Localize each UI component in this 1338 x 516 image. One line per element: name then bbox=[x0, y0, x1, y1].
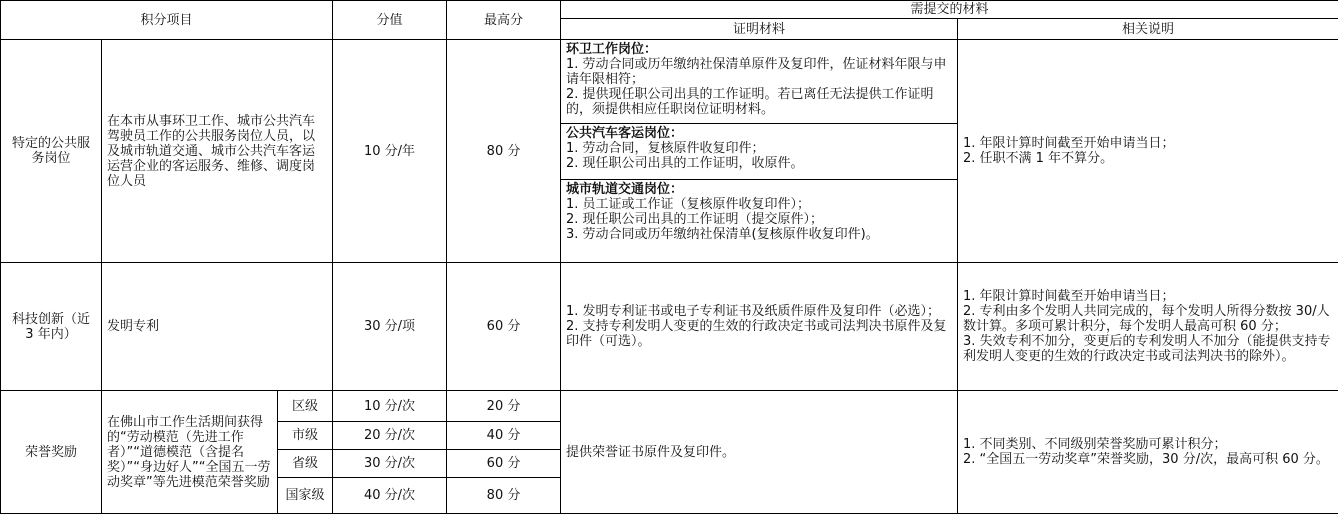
header-max: 最高分 bbox=[447, 1, 561, 40]
material-line: 2. 支持专利发明人变更的生效的行政决定书或司法判决书原件及复印件（可选）。 bbox=[566, 319, 947, 349]
header-notes: 相关说明 bbox=[958, 19, 1338, 40]
row1-materials bbox=[561, 40, 958, 263]
note-line: 1. 年限计算时间截至开始申请当日； bbox=[963, 136, 1175, 151]
material-line: 1. 劳动合同，复核原件收复印件； bbox=[566, 141, 765, 156]
material-line: 1. 发明专利证书或电子专利证书及纸质件原件及复印件（必选）； bbox=[566, 304, 941, 319]
honor-score: 20 分/次 bbox=[333, 422, 447, 450]
material-block-title: 城市轨道交通岗位： bbox=[566, 182, 684, 197]
header-score: 分值 bbox=[333, 1, 447, 40]
material-block-title: 环卫工作岗位： bbox=[566, 42, 658, 57]
honor-level: 区级 bbox=[278, 391, 333, 422]
row1-max: 80 分 bbox=[447, 40, 561, 263]
honor-score: 40 分/次 bbox=[333, 478, 447, 514]
row2-max: 60 分 bbox=[447, 263, 561, 391]
header-proof: 证明材料 bbox=[561, 19, 958, 40]
table-row bbox=[1, 391, 1338, 422]
honor-level: 省级 bbox=[278, 450, 333, 478]
row1-notes bbox=[958, 40, 1338, 263]
row3-materials: 提供荣誉证书原件及复印件。 bbox=[561, 391, 958, 514]
material-line: 2. 提供现任职公司出具的工作证明。若已离任无法提供工作证明的，须提供相应任职岗位证明材料。 bbox=[566, 87, 934, 117]
note-line: 2. 任职不满 1 年不算分。 bbox=[963, 151, 1114, 166]
row3-category: 荣誉奖励 bbox=[1, 391, 102, 514]
honor-score: 30 分/次 bbox=[333, 450, 447, 478]
honor-level: 国家级 bbox=[278, 478, 333, 514]
note-line: 1. 年限计算时间截至开始申请当日； bbox=[963, 289, 1175, 304]
material-block bbox=[561, 123, 957, 179]
row1-category: 特定的公共服务岗位 bbox=[1, 40, 102, 263]
note-line: 2. 专利由多个发明人共同完成的，每个发明人所得分数按 30/人数计算。多项可累计积分，每个发明人最高可积 60 分； bbox=[963, 304, 1330, 334]
honor-score: 10 分/次 bbox=[333, 391, 447, 422]
row2-notes bbox=[958, 263, 1338, 391]
honor-max: 20 分 bbox=[447, 391, 561, 422]
table-row bbox=[1, 40, 1338, 263]
honor-max: 40 分 bbox=[447, 422, 561, 450]
material-block-title: 公共汽车客运岗位： bbox=[566, 126, 684, 141]
material-block bbox=[561, 40, 957, 123]
honor-level: 市级 bbox=[278, 422, 333, 450]
material-line: 2. 现任职公司出具的工作证明（提交原件）； bbox=[566, 212, 824, 227]
header-item: 积分项目 bbox=[1, 1, 333, 40]
table-row bbox=[1, 263, 1338, 391]
material-line: 1. 员工证或工作证（复核原件收复印件）； bbox=[566, 197, 811, 212]
row2-materials bbox=[561, 263, 958, 391]
note-line: 2. “全国五一劳动奖章”荣誉奖励，30 分/次，最高可积 60 分。 bbox=[963, 452, 1329, 467]
row2-score: 30 分/项 bbox=[333, 263, 447, 391]
material-block bbox=[561, 179, 957, 262]
row2-category: 科技创新（近 3 年内） bbox=[1, 263, 102, 391]
header-required-materials: 需提交的材料 bbox=[561, 1, 1338, 19]
honor-max: 60 分 bbox=[447, 450, 561, 478]
honor-max: 80 分 bbox=[447, 478, 561, 514]
material-line: 2. 现任职公司出具的工作证明，收原件。 bbox=[566, 156, 804, 171]
note-line: 3. 失效专利不加分，变更后的专利发明人不加分（能提供支持专利发明人变更的生效的行政决定书或司法判决书的除外）。 bbox=[963, 334, 1331, 364]
row2-description: 发明专利 bbox=[102, 263, 333, 391]
material-line: 3. 劳动合同或历年缴纳社保清单(复核原件收复印件)。 bbox=[566, 227, 879, 242]
row3-description: 在佛山市工作生活期间获得的“劳动模范（先进工作者）”“道德模范（含提名奖）”“身边好人”“全国五一劳动奖章”等先进模范荣誉奖励 bbox=[102, 391, 278, 514]
material-line: 1. 劳动合同或历年缴纳社保清单原件及复印件，佐证材料年限与申请年限相符； bbox=[566, 57, 947, 87]
row1-description: 在本市从事环卫工作、城市公共汽车驾驶员工作的公共服务岗位人员，以及城市轨道交通、城市公共汽车客运运营企业的客运服务、维修、调度岗位人员 bbox=[102, 40, 333, 263]
note-line: 1. 不同类别、不同级别荣誉奖励可累计积分； bbox=[963, 437, 1227, 452]
row1-score: 10 分/年 bbox=[333, 40, 447, 263]
row3-notes bbox=[958, 391, 1338, 514]
